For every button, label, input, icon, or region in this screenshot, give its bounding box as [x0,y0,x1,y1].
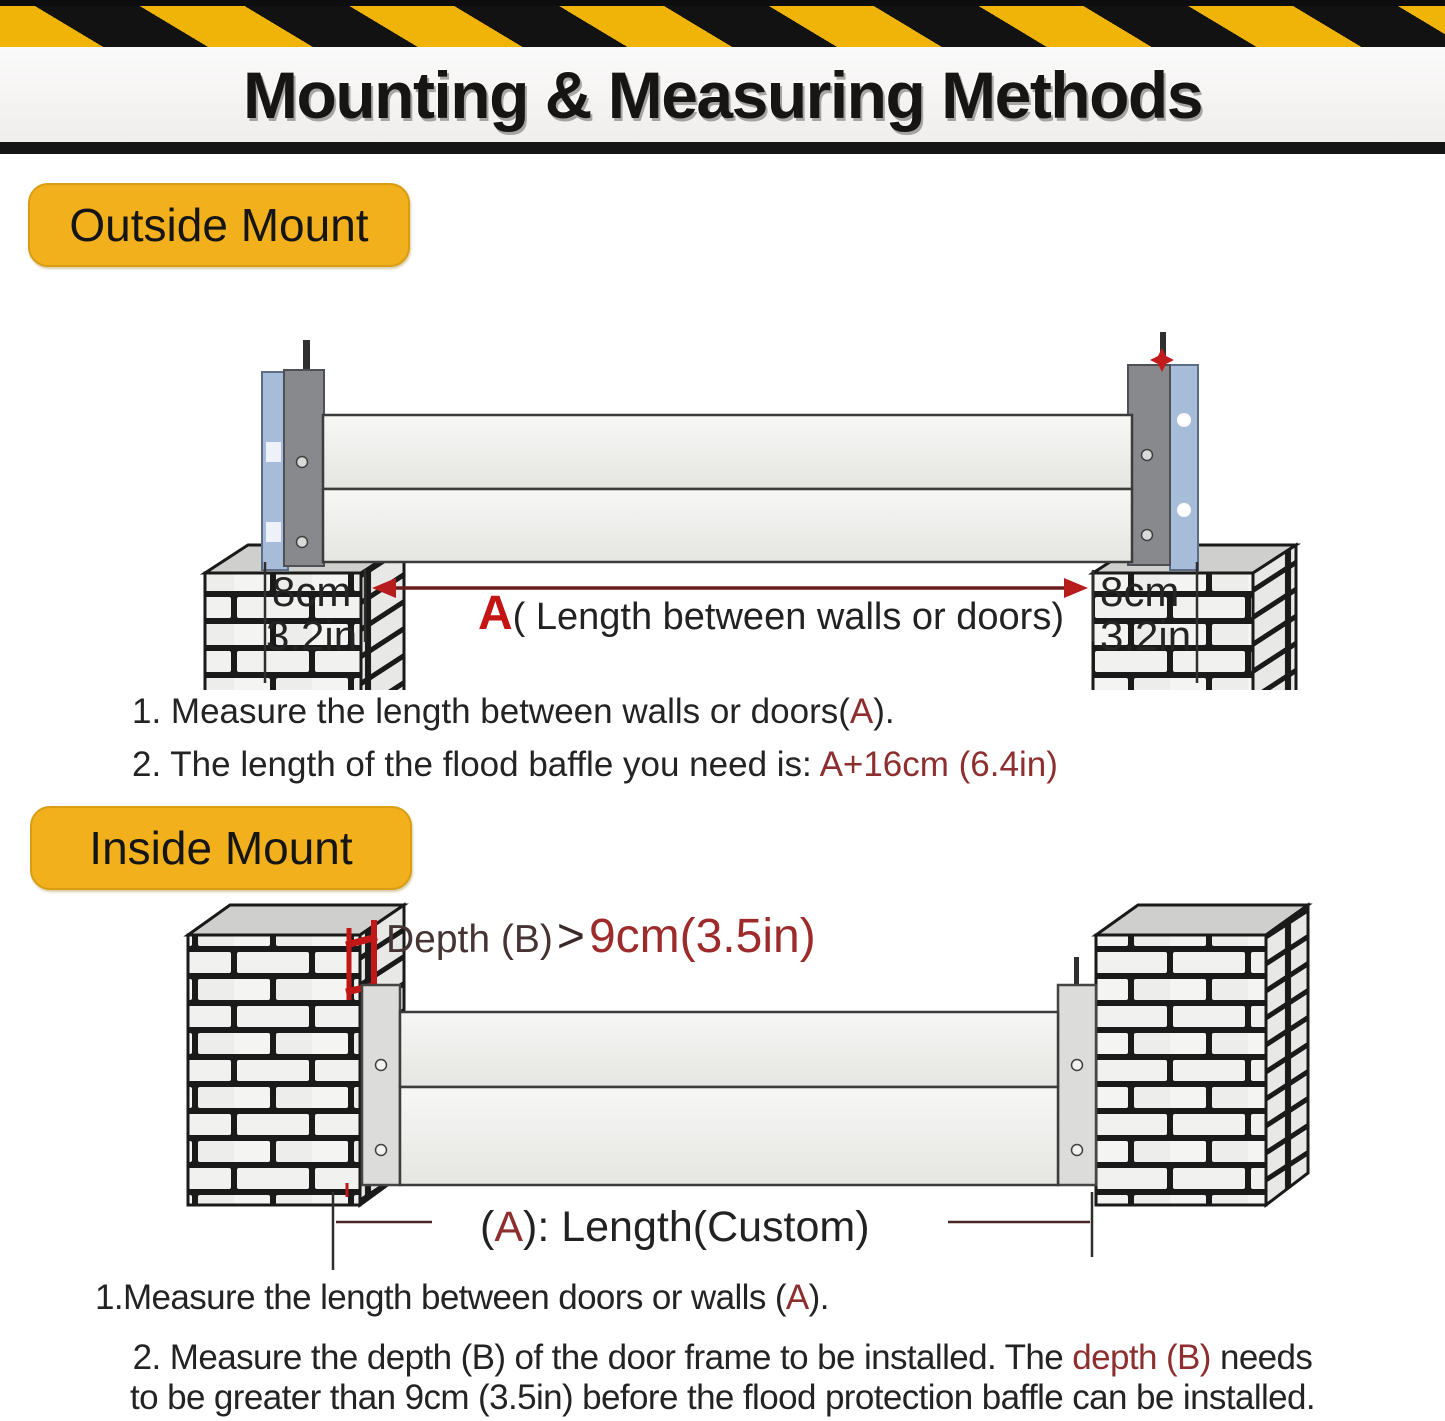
outside-span-label [478,586,1064,641]
length-a: A [494,1203,524,1251]
inside-mount-steps [50,1278,1395,1418]
inside-step-2-line1 [50,1338,1395,1378]
inside-step-2-highlight: depth (B) [1072,1338,1211,1377]
greater-than-sign: > [556,910,585,963]
title-band [0,47,1445,143]
outside-step-2-formula: A+16cm (6.4in) [819,745,1058,784]
outside-step-1-close: ). [873,692,895,731]
inside-barrier-boards [400,1012,1058,1185]
inside-right-pillar [1096,905,1308,1205]
title-underline-bar [0,142,1445,154]
outside-right-channel [1128,332,1198,570]
outside-mount-diagram [0,270,1445,690]
inside-step-1-close: ). [808,1278,829,1317]
inside-mount-label-text: Inside Mount [89,822,353,874]
length-rest: ): Length(Custom) [523,1203,870,1251]
arrow-right-head-icon [1064,578,1088,598]
inside-step-2-text: 2. Measure the depth (B) of the door frame to be installed. The [132,1338,1073,1377]
outside-mount-label [28,183,410,267]
inside-mount-diagram [0,895,1445,1275]
inside-step-2-tail: needs [1210,1338,1313,1377]
outside-mount-label-text: Outside Mount [69,199,369,251]
page-title: Mounting & Measuring Methods [243,58,1202,132]
outside-step-1 [132,692,1372,732]
outside-left-dim-cm: 8cm [272,568,352,615]
depth-annotation [386,909,816,964]
outside-mount-steps [132,692,1372,798]
hazard-stripe-band [0,6,1445,48]
depth-value: 9cm(3.5in) [588,910,816,963]
inside-step-1 [95,1278,1395,1318]
span-label-rest: ( Length between walls or doors) [512,596,1064,638]
inside-mount-label [30,806,412,890]
inside-right-rail [1058,957,1096,1185]
outside-step-2 [132,745,1372,785]
inside-step-2-line2: to be greater than 9cm (3.5in) before the flood protection baffle can be installed. [129,1378,1316,1417]
outside-barrier-boards [323,415,1132,562]
length-open-paren: ( [480,1203,495,1251]
outside-step-2-text: 2. The length of the flood baffle you need is: [132,745,820,784]
outside-right-dim-inch: 3.2in [1100,612,1192,659]
inside-step-1-text: 1.Measure the length between doors or walls ( [95,1278,786,1317]
outside-step-1-text: 1. Measure the length between walls or doors( [132,692,850,731]
length-annotation [480,1203,870,1252]
outside-step-1-a: A [849,692,874,731]
inside-step-1-a: A [785,1278,809,1317]
span-label-a: A [478,587,513,640]
outside-left-channel [262,340,324,570]
outside-right-dim-cm: 8cm [1100,568,1180,615]
outside-left-dim-inch: 3.2in [266,612,358,659]
depth-label: Depth (B) [386,918,553,961]
